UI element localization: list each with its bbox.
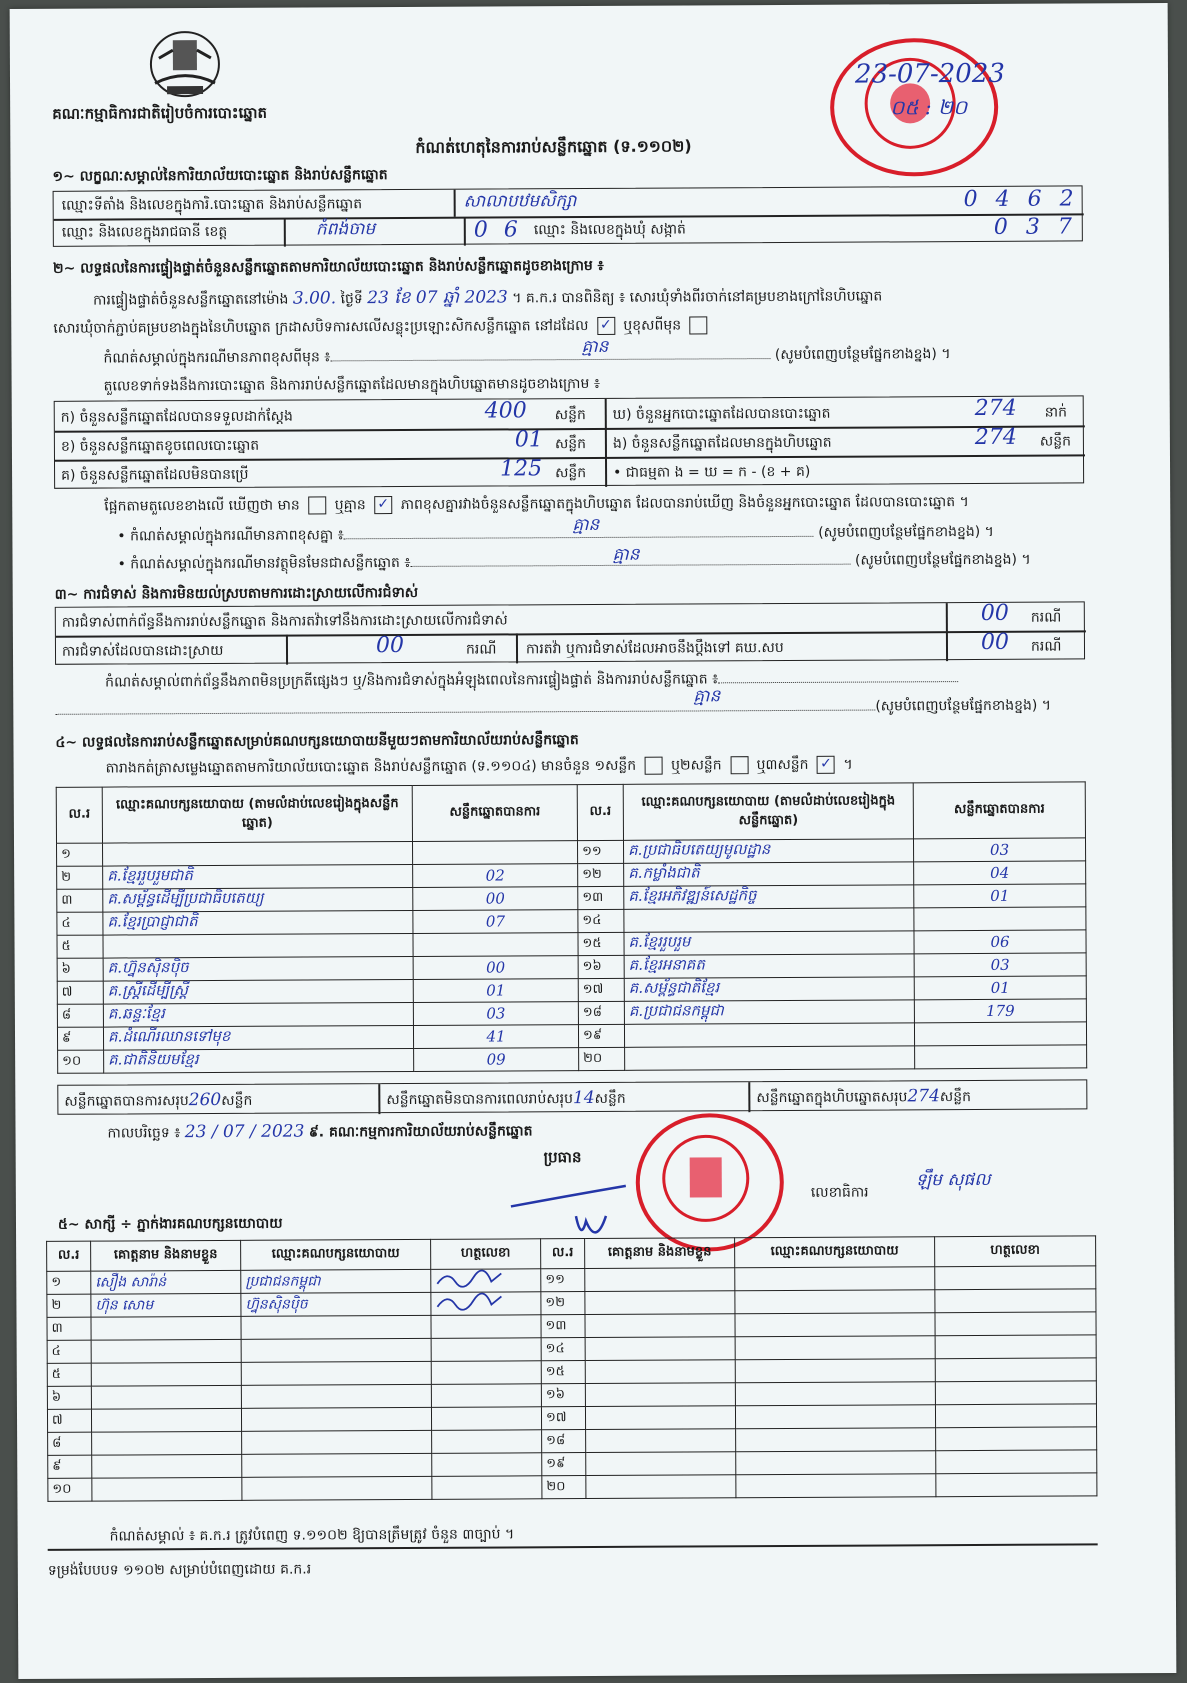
party-votes [915,1045,1087,1069]
complaints-resolved-unit: ករណី [465,641,497,658]
section-3-heading: ៣~ ការជំទាស់ និងការមិនយល់ស្របតាមការដោះស្រាយលើការជំទាស់ [54,584,419,603]
party-name [103,933,413,958]
province-value: កំពង់ចាម [315,219,376,240]
witness-party [241,1315,431,1339]
col-party-left: ឈ្មោះគណបក្សនយោបាយ (តាមលំដាប់លេខរៀងក្នុងសន្លឹកឆ្នោត) [102,785,412,843]
witness-signature [431,1407,541,1431]
station-box [53,185,1092,246]
party-votes: 03 [413,1002,578,1026]
valid-total: សន្លឹកឆ្នោតបានការសរុប260សន្លឹក [64,1089,253,1111]
party-no: ១៥ [578,932,624,955]
party-votes: 09 [414,1048,579,1072]
witness-no: ៣ [47,1317,91,1340]
witness-party [241,1384,431,1408]
party-votes: 04 [914,861,1086,885]
witness-no: ១៤ [541,1338,585,1361]
witness-signature [936,1450,1097,1474]
footnote: កំណត់សម្គាល់ ៖ គ.ក.រ ត្រូវបំពេញ ទ.១១០២ ឱ្យបានត្រឹមត្រូវ ចំនួន ៣ច្បាប់ ។ [109,1526,515,1545]
ballot-count-table [54,395,1084,488]
party-no: ១៧ [578,978,624,1001]
complaints-table [55,601,1085,664]
party-name [625,1046,915,1071]
one-sheet-checkbox[interactable] [645,757,663,775]
row-kh-value: 01 [514,427,543,453]
row-gh-value: 274 [974,395,1017,421]
witness-name [91,1316,241,1340]
note-mark-1: គ្មាន [581,336,609,358]
complaints-referred-label: ការតវ៉ា ឬការជំទាស់ដែលអាចនឹងប្តឹងទៅ គឃ.សប [525,639,784,658]
complaints-total-unit: ករណី [1030,609,1062,626]
witness-name [586,1475,736,1499]
official-stamp-bottom [635,1113,784,1252]
witness-signature [935,1381,1096,1405]
party-no: ១៨ [578,1001,624,1024]
witness-no: ២០ [542,1476,586,1499]
witness-party [735,1290,935,1314]
witness-party [736,1451,936,1475]
witness-no: ១៨ [542,1430,586,1453]
witness-party [242,1453,432,1477]
witness-table: ល.រ គោត្តនាម និងនាមខ្លួន ឈ្មោះគណបក្សនយោបាយ ហត្ថលេខា ល.រ គោត្តនាម និងនាមខ្លួន ឈ្មោះគណបក្សនយោបាយ ហត្ថលេខា ១ សឿង សារ៉ាន់ ប្រជាជនកម្ពុជា ១១ ២ ហ៊ុន សោម ហ្វ៊ុនស៊ិនប៉ិច ១២ ៣ ១៣ ៤ ១៤ ៥ ១៥ ៦ ១៦ ៧ ១៧ ៨ ១៨ ៩ ១៩ ១០ ២០ [46,1235,1097,1501]
witness-row [48,1473,1097,1501]
sheet-count-line: តារាងកត់ត្រាសម្លេងឆ្នោតតាមការិយាល័យបោះឆ្នោត និងរាប់សន្លឹកឆ្នោត (ទ.១១០៤) មានចំនួន ១សន្លឹក ឬ២សន្លឹក ឬ៣សន្លឹក ✓ ។ [105,755,853,777]
party-name: គ.ប្រជាជនកម្ពុជា [624,1000,914,1025]
witness-signature [431,1338,541,1362]
witness-name [586,1429,736,1453]
stamp-time: ០៥ : ២០ [890,95,968,120]
witness-signature [935,1266,1096,1290]
witness-no: ១៧ [541,1407,585,1430]
witness-no: ១ [47,1271,91,1294]
party-name: គ.ស្ត្រីដើម្បីស្ត្រី [103,979,413,1004]
witness-name [91,1408,241,1432]
witness-signature [936,1427,1097,1451]
row-ko-label: គ) ចំនួនសន្លឹកឆ្នោតដែលមិនបានប្រើ [61,466,249,484]
witness-signature [936,1473,1097,1497]
row-gh-unit: នាក់ [1044,404,1068,421]
difference-line: ផ្អែកតាមតួលេខខាងលើ ឃើញថា មាន ឬគ្មាន ✓ ភាពខុសគ្នារវាងចំនួនសន្លឹកឆ្នោតក្នុងហិបឆ្នោត ដែលបានរាប់ឃើញ និងចំនួនអ្នកបោះឆ្នោត ដែលបានបោះឆ្នោត ។ [104,494,969,515]
row-ng-value: 274 [974,424,1017,450]
party-no: ៣ [57,889,103,912]
party-votes: 01 [413,979,578,1003]
box-total: សន្លឹកឆ្នោតក្នុងហិបឆ្នោតសរុប274សន្លឹក [756,1086,972,1107]
row-k-value: 400 [484,398,527,424]
party-no: ២ [57,866,103,889]
party-name: គ.ជាតិនិយមខ្មែរ [104,1048,414,1073]
row-k-unit: សន្លឹក [554,407,586,424]
stamp-date: 23-07-2023 [854,58,1005,90]
witness-no: ៩ [48,1455,92,1478]
note-mark-3: គ្មាន [612,544,640,565]
party-name: គ.ខ្មែររួបរួមជាតិ [103,864,413,889]
witness-name [585,1314,735,1338]
complaints-total-label: ការជំទាស់ពាក់ព័ន្ធនឹងការរាប់សន្លឹកឆ្នោត និងការតវ៉ាទៅនឹងការដោះស្រាយលើការជំទាស់ [61,612,508,631]
witness-no: ៥ [47,1363,91,1386]
three-sheet-checkbox[interactable]: ✓ [817,756,835,774]
seal-correct-checkbox[interactable]: ✓ [597,317,615,335]
party-votes: 03 [914,953,1086,977]
station-name-label: ឈ្មោះទីតាំង និងលេខក្នុងការិ.បោះឆ្នោត និងរាប់សន្លឹកឆ្នោត [61,196,363,214]
section-4-heading: ៤~ លទ្ធផលនៃការរាប់សន្លឹកឆ្នោតសម្រាប់គណបក្សនយោបាយនីមួយៗតាមការិយាល័យរាប់សន្លឹកឆ្នោត [55,732,579,751]
party-votes [914,1022,1086,1046]
verification-time-line: ការផ្ទៀងផ្ទាត់ចំនួនសន្លឹកឆ្នោតនៅម៉ោង 3.00. ថ្ងៃទី 23 ខែ 07 ឆ្នាំ 2023 ។ គ.ក.រ បានពិនិត្យ ៖ សោរឃុំទាំងពីរចាក់នៅគម្របខាងក្រៅនៃហិបឆ្នោត [93,287,883,309]
party-no: ១ [57,843,103,866]
witness-no: ១៩ [542,1453,586,1476]
party-name: គ.សម្ព័ន្ធជាតិខ្មែរ [624,977,914,1002]
commune-label: ឈ្មោះ និងលេខក្នុងឃុំ សង្កាត់ [533,221,686,239]
invalid-total: សន្លឹកឆ្នោតមិនបានការពេលរាប់សរុប14សន្លឹក [386,1087,626,1109]
witness-signature [935,1289,1096,1313]
col-votes-right: សន្លឹកឆ្នោតបានការ [913,782,1085,839]
party-no: ២០ [579,1047,625,1070]
witness-name [91,1385,241,1409]
witness-party [242,1430,432,1454]
diff-no-checkbox[interactable]: ✓ [374,496,392,514]
chair-label: ប្រធាន [543,1148,582,1167]
seal-check-line: សោរឃុំចាក់ភ្ជាប់គម្របខាងក្នុងនៃហិបឆ្នោត ក្រដាសបិទការសលើសន្លុះប្រឡោះសិកសន្លឹកឆ្នោត នៅដដែល ✓ ឬខុសពីមុន [53,315,711,339]
party-name: គ.ខ្មែរប្រាជ្ញាជាតិ [103,910,413,935]
complaints-referred-value: 00 [980,629,1010,655]
party-votes: 41 [413,1025,578,1049]
row-ko-unit: សន្លឹក [555,465,587,482]
party-name [103,841,413,866]
witness-party: ប្រជាជនកម្ពុជា [241,1269,431,1293]
seal-incorrect-checkbox[interactable] [690,316,708,334]
note-mark-2: គ្មាន [572,514,600,536]
incident-note-2: (សូមបំពេញបន្ថែមផ្នែកខាងខ្នង) ។ [55,696,1051,722]
section-2-heading: ២~ លទ្ធផលនៃការផ្ទៀងផ្ទាត់ចំនួនសន្លឹកឆ្នោតតាមការិយាល័យបោះឆ្នោត និងរាប់សន្លឹកឆ្នោតដូចខាងក្រោម ៖ [52,257,604,277]
witness-name: ហ៊ុន សោម [91,1293,241,1317]
witness-party [736,1474,936,1498]
secretary-signature: ឡឹម សុផល [915,1169,991,1191]
party-no: ៦ [57,958,103,981]
row-ng-unit: សន្លឹក [1039,433,1072,450]
witness-party [735,1313,935,1337]
witness-signature [432,1430,542,1454]
party-name: គ.ហ្វ៊ុនស៊ិនប៉ិច [103,956,413,981]
party-no: ១០ [58,1050,104,1073]
witness-signature [431,1361,541,1385]
diff-yes-checkbox[interactable] [308,496,326,514]
form-title: កំណត់ហេតុនៃការរាប់សន្លឹកឆ្នោត (ទ.១១០២) [415,136,692,157]
row-kh-unit: សន្លឹក [554,436,587,453]
party-no: ១៣ [578,886,624,909]
party-votes: 02 [413,864,578,888]
party-votes [914,907,1086,931]
witness-party [735,1359,935,1383]
party-no: ១៦ [578,955,624,978]
col-no-left: ល.រ [56,787,102,843]
party-name: គ.ប្រជាធិបតេយ្យមូលដ្ឋាន [623,839,913,864]
issuing-body: គណៈកម្មាធិការជាតិរៀបចំការបោះឆ្នោត [52,103,268,123]
witness-party [735,1336,935,1360]
party-no: ១១ [577,840,623,863]
party-name: គ.ដំណើរឈានទៅមុខ [103,1025,413,1050]
witness-signature [935,1335,1096,1359]
witness-no: ១៦ [541,1384,585,1407]
party-votes: 01 [914,884,1086,908]
witness-name [585,1337,735,1361]
witness-party [735,1382,935,1406]
party-no: ៥ [57,935,103,958]
party-votes: 00 [413,956,578,980]
incident-note: កំណត់សម្គាល់ពាក់ព័ន្ធនឹងភាពមិនប្រក្រតីផ្សេងៗ ឬ/និងការជំទាស់ក្នុងអំឡុងពេលនៃការផ្ទៀងផ្ទាត់ និងការរាប់សន្លឹកឆ្នោត ៖ [105,668,958,693]
witness-name [585,1291,735,1315]
witness-no: ៧ [47,1409,91,1432]
witness-signature [431,1384,541,1408]
date-line: កាលបរិច្ឆេទ ៖ 23 / 07 / 2023 ៩. គណៈកម្មការការិយាល័យរាប់សន្លឹកឆ្នោត [107,1121,533,1143]
party-row [58,1045,1087,1073]
party-no: ៧ [57,981,103,1004]
party-no: ១៩ [578,1024,624,1047]
secretary-label: លេខាធិការ [810,1184,869,1201]
witness-name [92,1431,242,1455]
vote-totals [57,1079,1087,1114]
party-name: គ.សម្ព័ន្ធដើម្បីប្រជាធិបតេយ្យ [103,887,413,912]
witness-signature [431,1315,541,1339]
witness-name [586,1452,736,1476]
row-ng-label: ង) ចំនួនសន្លឹកឆ្នោតដែលមានក្នុងហិបឆ្នោត [612,434,832,452]
station-code: 0462 [963,186,1092,213]
witness-party [736,1428,936,1452]
section-5-heading: ៥~ សាក្សី ÷ ភ្នាក់ងារគណបក្សនយោបាយ [57,1215,283,1233]
count-intro: តួលេខទាក់ទងនឹងការបោះឆ្នោត និងការរាប់សន្លឹកឆ្នោតដែលមានក្នុងហិបឆ្នោតមានដូចខាងក្រោម ៖ [103,375,601,395]
witness-name [91,1339,241,1363]
witness-no: ១២ [541,1292,585,1315]
party-votes: 00 [413,887,578,911]
complaints-resolved-value: 00 [375,632,405,659]
witness-name [585,1268,735,1292]
witness-name [585,1406,735,1430]
witness-party [241,1361,431,1385]
party-no: ១២ [578,863,624,886]
witness-name [585,1383,735,1407]
party-votes [413,933,578,957]
witness-party [241,1338,431,1362]
witness-signature [431,1269,541,1293]
form-code: ទម្រង់បែបបទ ១១០២ សម្រាប់បំពេញដោយ គ.ក.រ [47,1561,312,1579]
party-votes: 01 [914,976,1086,1000]
witness-signature [935,1312,1096,1336]
witness-name [92,1477,242,1501]
party-results-table [56,781,1087,1073]
row-gh-label: ឃ) ចំនួនអ្នកបោះឆ្នោតដែលបានបោះឆ្នោត [612,405,831,423]
witness-party: ហ្វ៊ុនស៊ិនប៉ិច [241,1292,431,1316]
witness-name [92,1454,242,1478]
witness-signature [935,1404,1096,1428]
witness-no: ១៣ [541,1315,585,1338]
party-name [624,908,914,933]
witness-no: ១១ [541,1269,585,1292]
nec-emblem-icon [145,28,225,103]
party-no: ៨ [57,1004,103,1027]
witness-no: ១៥ [541,1361,585,1384]
witness-signature [431,1292,541,1316]
witness-no: ៦ [47,1386,91,1409]
col-no-right: ល.រ [577,784,623,840]
party-no: ១៤ [578,909,624,932]
party-votes [412,841,577,865]
complaints-referred-unit: ករណី [1030,638,1062,655]
col-party-right: ឈ្មោះគណបក្សនយោបាយ (តាមលំដាប់លេខរៀងក្នុងសន្លឹកឆ្នោត) [623,783,913,841]
witness-no: ៨ [48,1432,92,1455]
two-sheet-checkbox[interactable] [730,756,748,774]
party-no: ៤ [57,912,103,935]
party-votes: 06 [914,930,1086,954]
witness-party [735,1267,935,1291]
col-votes-left: សន្លឹកឆ្នោតបានការ [412,785,577,842]
party-no: ៩ [57,1027,103,1050]
commune-code: 037 [993,214,1090,240]
witness-name [585,1360,735,1384]
witness-signature [432,1453,542,1477]
party-name: គ.ឆន្ទៈខ្មែរ [103,1002,413,1027]
witness-no: ៤ [47,1340,91,1363]
witness-party [241,1407,431,1431]
party-name: គ.ខ្មែរអនាគត [624,954,914,979]
formula: • ជាធម្មតា ង = ឃ = ក - (ខ + គ) [613,463,811,481]
note-line-3: • កំណត់សម្គាល់ក្នុងករណីមានវត្ថុមិនមែនជាសន្លឹកឆ្នោត ៖ (សូមបំពេញបន្ថែមផ្នែកខាងខ្នង) ។ [117,551,1031,573]
witness-party [735,1405,935,1429]
witness-name: សឿង សារ៉ាន់ [91,1270,241,1294]
row-kh-label: ខ) ចំនួនសន្លឹកឆ្នោតខូចពេលបោះឆ្នោត [60,437,260,455]
party-votes: 179 [914,999,1086,1023]
witness-name [91,1362,241,1386]
witness-no: ១០ [48,1478,92,1501]
party-votes: 03 [913,838,1085,862]
note-line-1: កំណត់សម្គាល់ក្នុងករណីមានភាពខុសពីមុន ៖ (សូមបំពេញបន្ថែមផ្នែកខាងខ្នង) ។ [103,346,951,367]
section-1-heading: ១~ លក្ខណៈសម្គាល់នៃការិយាល័យបោះឆ្នោត និងរាប់សន្លឹកឆ្នោត [52,167,388,185]
witness-no: ២ [47,1294,91,1317]
province-label: ឈ្មោះ និងលេខក្នុងរាជធានី ខេត្ត [61,223,228,241]
witness-party [242,1476,432,1500]
ballot-count-form [10,3,1177,1679]
party-votes: 07 [413,910,578,934]
witness-signature [935,1358,1096,1382]
complaints-resolved-label: ការជំទាស់ដែលបានដោះស្រាយ [61,642,224,660]
note-mark-4: គ្មាន [693,686,721,707]
party-name: គ.ខ្មែររួបរួម [624,931,914,956]
station-name-value: សាលាបឋមសិក្សា [463,191,577,212]
row-k-label: ក) ចំនួនសន្លឹកឆ្នោតដែលបានទទួលដាក់ស្តែង [60,408,293,426]
note-line-2: • កំណត់សម្គាល់ក្នុងករណីមានភាពខុសគ្នា ៖ (សូមបំពេញបន្ថែមផ្នែកខាងខ្នង) ។ [117,523,994,545]
row-ko-value: 125 [499,456,543,482]
province-code: 06 [473,217,534,243]
party-name: គ.កម្លាំងជាតិ [624,862,914,887]
complaints-total-value: 00 [980,600,1009,626]
party-name [624,1023,914,1048]
party-name: គ.ខ្មែរអភិវឌ្ឍន៍សេដ្ឋកិច្ច [624,885,914,910]
witness-signature [432,1476,542,1500]
